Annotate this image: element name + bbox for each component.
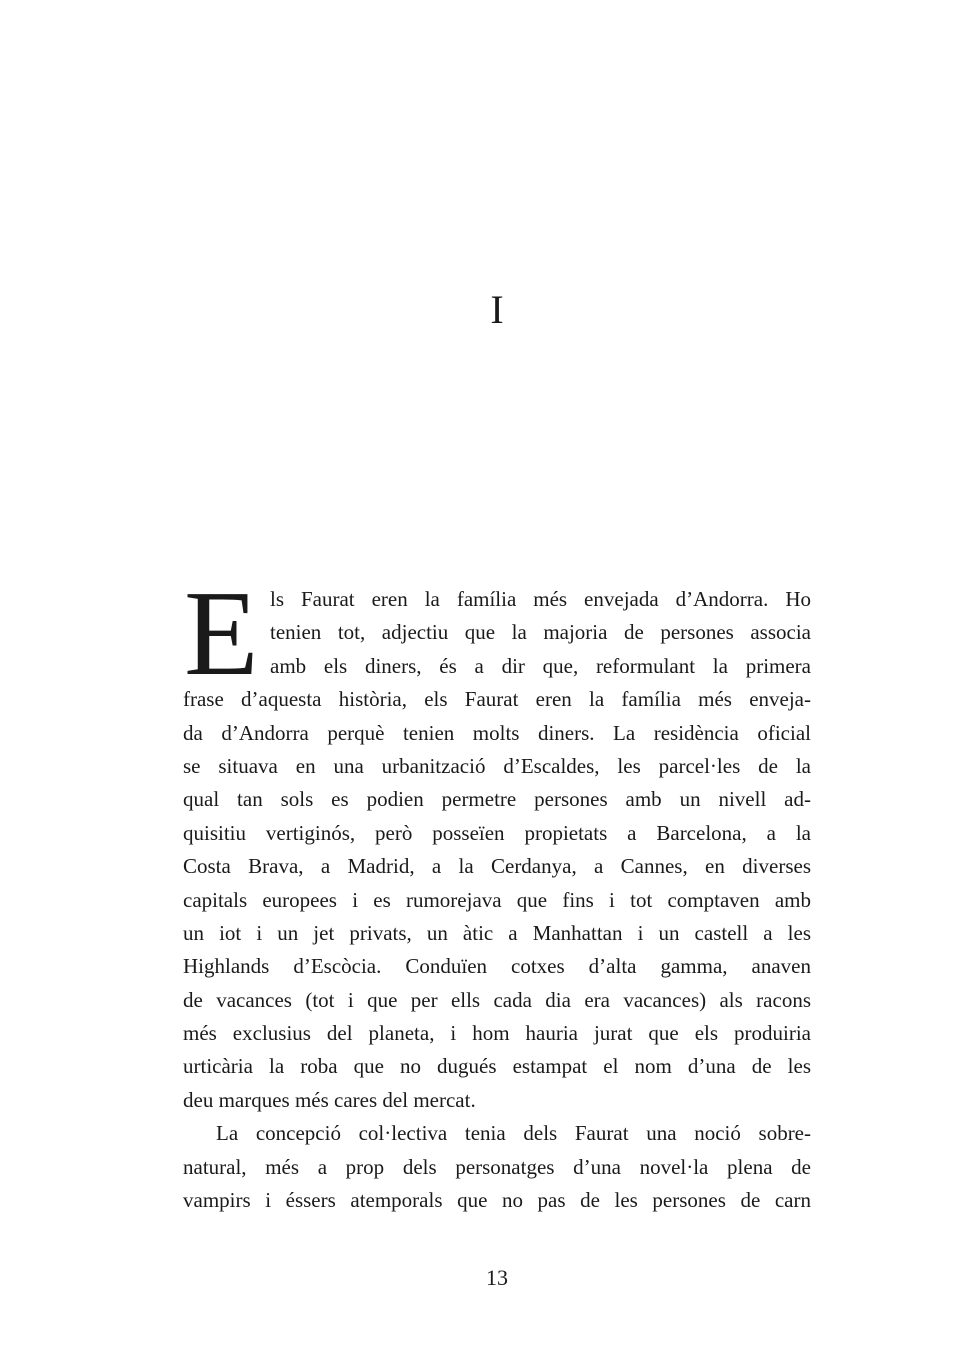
- drop-cap-letter: E: [184, 566, 259, 701]
- text-line: capitals europees i es rumorejava que fins i tot comptaven amb: [183, 887, 811, 912]
- text-line: frase d’aquesta història, els Faurat eren la família més enveja-: [183, 687, 811, 712]
- dropcap-adjacent-lines: [270, 583, 811, 683]
- text-line: quisitiu vertiginós, però posseïen propietats a Barcelona, a la: [183, 820, 811, 845]
- text-line: un iot i un jet privats, un àtic a Manhattan i un castell a les: [183, 920, 811, 945]
- chapter-heading: I: [490, 287, 504, 332]
- text-line: tenien tot, adjectiu que la majoria de persones associa: [270, 620, 811, 645]
- text-line: urticària la roba que no dugués estampat el nom d’una de les: [183, 1054, 811, 1079]
- text-line: La concepció col·lectiva tenia dels Faurat una noció sobre-: [216, 1121, 811, 1146]
- paragraph-1-continuation: [183, 683, 811, 1117]
- text-line: de vacances (tot i que per ells cada dia era vacances) als racons: [183, 987, 811, 1012]
- text-line: qual tan sols es podien permetre persones amb un nivell ad-: [183, 787, 811, 812]
- text-line: Highlands d’Escòcia. Conduïen cotxes d’alta gamma, anaven: [183, 954, 811, 979]
- text-line: Costa Brava, a Madrid, a la Cerdanya, a Cannes, en diverses: [183, 854, 811, 879]
- text-line: amb els diners, és a dir que, reformulant la primera: [270, 653, 811, 678]
- text-line: se situava en una urbanització d’Escaldes, les parcel·les de la: [183, 753, 811, 778]
- text-line: més exclusius del planeta, i hom hauria jurat que els produiria: [183, 1021, 811, 1046]
- text-block: [183, 566, 811, 1217]
- text-line: natural, més a prop dels personatges d’una novel·la plena de: [183, 1154, 811, 1179]
- drop-cap-container: [183, 566, 270, 701]
- page-number: 13: [486, 1265, 508, 1290]
- paragraph-2: [183, 1117, 811, 1217]
- text-line: da d’Andorra perquè tenien molts diners. La residència oficial: [183, 720, 811, 745]
- text-line: deu marques més cares del mercat.: [183, 1087, 476, 1112]
- text-line: vampirs i éssers atemporals que no pas de les persones de carn: [183, 1188, 811, 1213]
- text-line: ls Faurat eren la família més envejada d’Andorra. Ho: [270, 587, 811, 611]
